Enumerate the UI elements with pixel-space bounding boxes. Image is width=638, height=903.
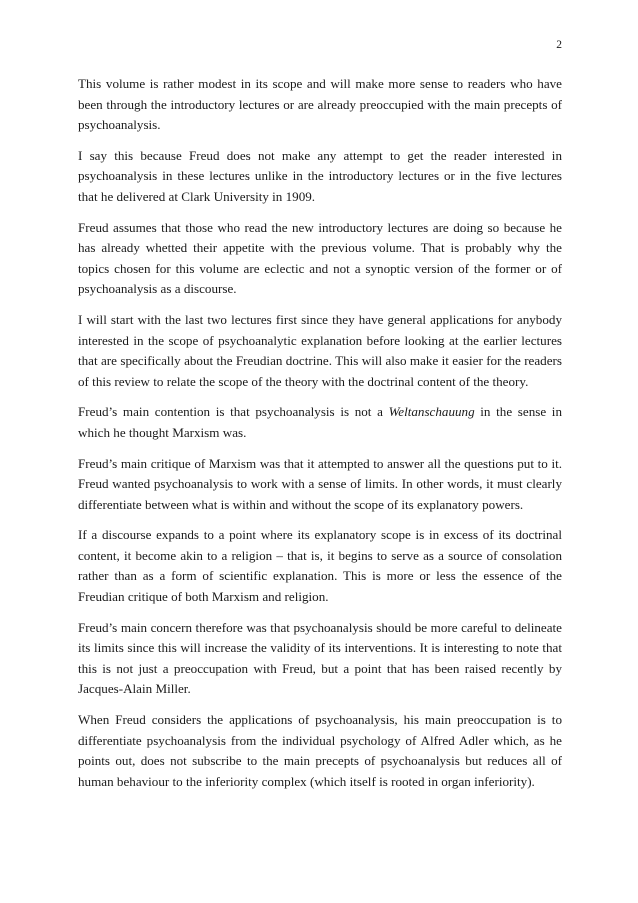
paragraph-8: Freud’s main concern therefore was that psychoanalysis should be more careful to delineate its limits since this will increase the validity of its interventions. It is interesting to note that this is not just a preoccupation with Freud, but a point that has been raised recently by Jacques-Alain Miller.: [78, 619, 562, 697]
paragraph-6: Freud’s main critique of Marxism was that it attempted to answer all the questions put to it. Freud wanted psychoanalysis to work with a sense of limits. In other words, it must clearly differentiate between what is within and without the scope of its explanatory powers.: [78, 455, 562, 512]
page-number: 2: [556, 39, 562, 51]
paragraph-9: When Freud considers the applications of psychoanalysis, his main preoccupation is to differentiate psychoanalysis from the individual psychology of Alfred Adler which, as he points out, does not subscribe to the main precepts of psychoanalysis but reduces all of human behaviour to the inferiority complex (which itself is rooted in organ inferiority).: [78, 712, 562, 789]
paragraph-4: I will start with the last two lectures first since they have general applications for anybody interested in the scope of psychoanalytic explanation before looking at the earlier lectures that are specifically about the Freudian doctrine. This will also make it easier for the readers of this review to relate the scope of the theory with the doctrinal content of the theory.: [78, 311, 562, 389]
paragraph-5: [78, 402, 562, 443]
paragraph-2: I say this because Freud does not make any attempt to get the reader interested in psychoanalysis in these lectures unlike in the introductory lectures or in the five lectures that he delivered at Clark University in 1909.: [78, 147, 562, 204]
paragraph-5-text-end: in the sense in which he thought Marxism was.: [78, 404, 562, 440]
weltanschauung-term: Weltanschauung: [388, 404, 475, 420]
paragraph-5-text-start: Freud’s main contention is that psychoanalysis is not a: [78, 404, 389, 420]
body-text: [78, 74, 562, 802]
paragraph-1: This volume is rather modest in its scope and will make more sense to readers who have been through the introductory lectures or are already preoccupied with the main precepts of psychoanalysis.: [78, 76, 562, 133]
paragraph-7: If a discourse expands to a point where its explanatory scope is in excess of its doctrinal content, it become akin to a religion – that is, it begins to serve as a source of consolation rather than as a form of scientific explanation. This is more or less the essence of the Freudian critique of both Marxism and religion.: [78, 527, 562, 605]
paragraph-3: Freud assumes that those who read the new introductory lectures are doing so because he has already whetted their appetite with the previous volume. That is probably why the topics chosen for this volume are eclectic and not a synoptic version of the former or of psychoanalysis as a discourse.: [78, 219, 562, 297]
